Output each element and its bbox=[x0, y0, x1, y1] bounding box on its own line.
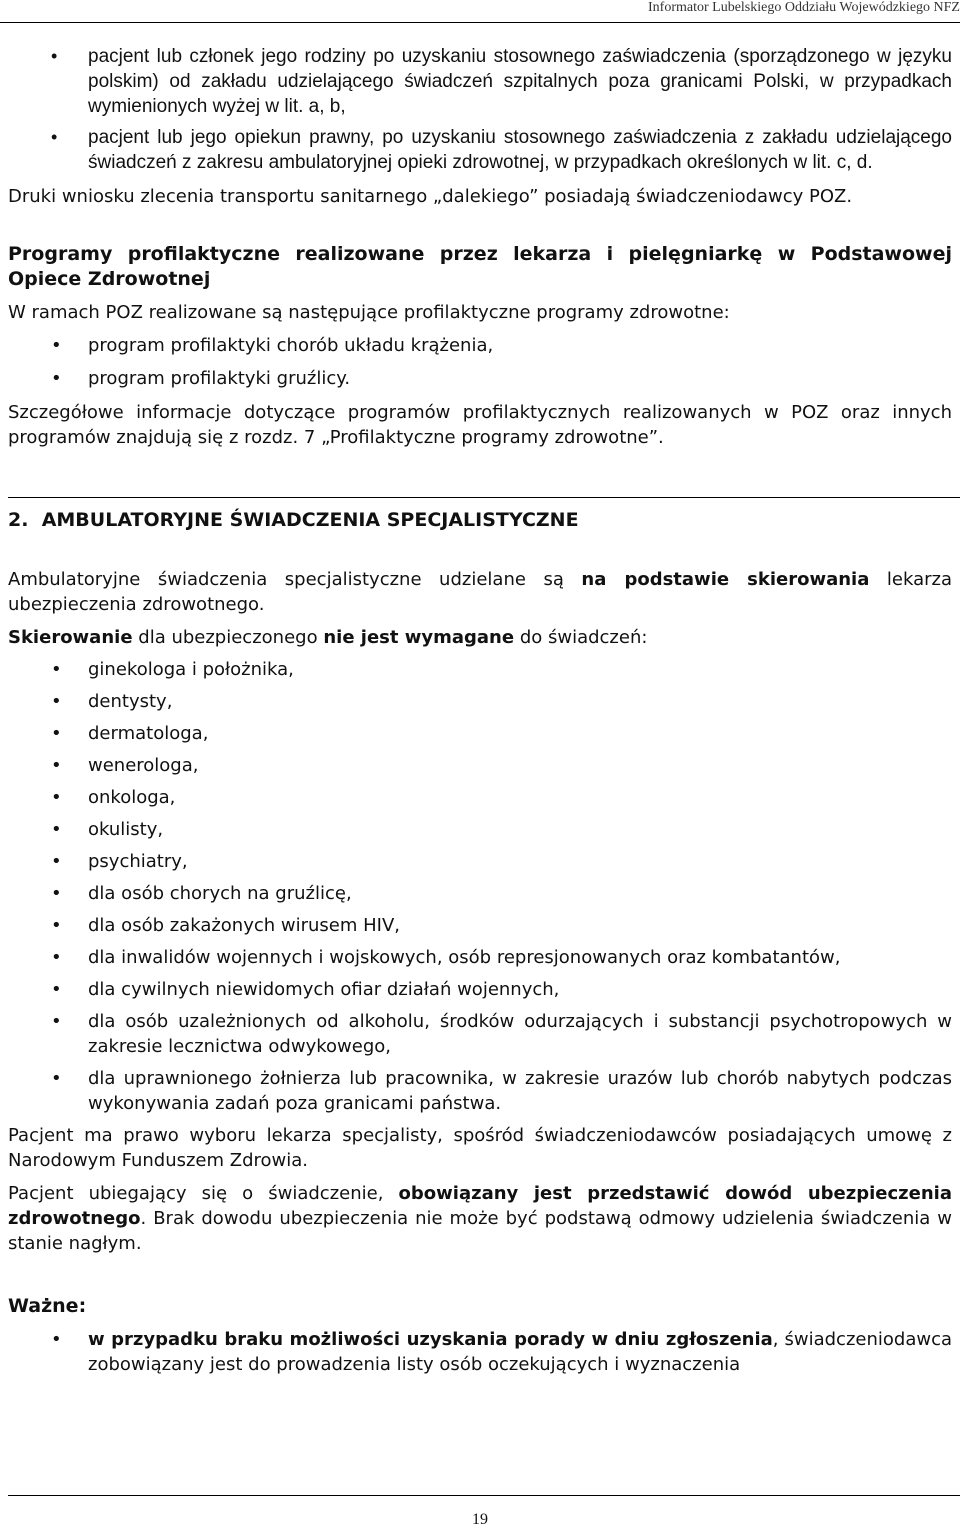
list-item: • program profilaktyki chorób układu krążenia, bbox=[8, 333, 952, 358]
list-item: • wenerologa, bbox=[8, 753, 952, 778]
skierowanie-bold: Skierowanie bbox=[8, 627, 133, 648]
section-number: 2. bbox=[8, 509, 29, 531]
list-item: • dla osób uzależnionych od alkoholu, środków odurzających i substancji psychotropowych w zakresie lecznictwa odwykowego, bbox=[8, 1009, 952, 1059]
list-item: • ginekologa i położnika, bbox=[8, 657, 952, 682]
amb-intro-bold: na podstawie skierowania bbox=[581, 569, 870, 590]
wazne-rest: , świadczeniodawca zobowiązany jest do prowadzenia listy osób oczekujących i wyznaczenia bbox=[88, 1329, 952, 1375]
list-item: • pacjent lub członek jego rodziny po uzyskaniu stosownego zaświadczenia (sporządzonego w języku polskim) od zakładu udzielającego świadczeń szpitalnych poza granicami Polski, w przypadkach wymienionych wyżej w lit. a, b, bbox=[8, 44, 952, 119]
ubieganie-bold: obowiązany jest przedstawić dowód ubezpieczenia zdrowotnego bbox=[8, 1183, 952, 1229]
section-heading bbox=[8, 508, 952, 533]
list-item: • dla inwalidów wojennych i wojskowych, osób represjonowanych oraz kombatantów, bbox=[8, 945, 952, 970]
druki-text: Druki wniosku zlecenia transportu sanitarnego „dalekiego” posiadają świadczeniodawcy POZ. bbox=[8, 186, 853, 207]
section-title: AMBULATORYJNE ŚWIADCZENIA SPECJALISTYCZNE bbox=[41, 509, 579, 531]
ubieganie-end: . Brak dowodu ubezpieczenia nie może być podstawą odmowy udzielenia świadczenia w stanie nagłym. bbox=[8, 1208, 952, 1254]
list-item: • dla osób chorych na gruźlicę, bbox=[8, 881, 952, 906]
footer-rule bbox=[8, 1495, 960, 1496]
header-rule bbox=[0, 22, 960, 23]
list-item bbox=[8, 1327, 952, 1377]
skierowanie-line bbox=[8, 625, 952, 650]
amb-intro-text-end: lekarza ubezpieczenia zdrowotnego. bbox=[8, 569, 952, 615]
list-item: • pacjent lub jego opiekun prawny, po uzyskaniu stosownego zaświadczenia z zakładu udzielającego świadczeń z zakresu ambulatoryjnej opieki zdrowotnej, w przypadkach określonych w lit. c, d. bbox=[8, 125, 952, 175]
list-item: • program profilaktyki gruźlicy. bbox=[8, 366, 952, 391]
list-item: • dla uprawnionego żołnierza lub pracownika, w zakresie urazów lub chorób nabytych podczas wykonywania zadań poza granicami państwa. bbox=[8, 1066, 952, 1116]
programy-list bbox=[8, 333, 952, 391]
programy-heading: Programy profilaktyczne realizowane przez lekarza i pielęgniarkę w Podstawowej Opiece Zdrowotnej bbox=[8, 243, 952, 290]
amb-intro bbox=[8, 567, 952, 617]
list-item: • dentysty, bbox=[8, 689, 952, 714]
running-header: Informator Lubelskiego Oddziału Wojewódzkiego NFZ bbox=[648, 0, 960, 15]
list-item: • onkologa, bbox=[8, 785, 952, 810]
wazne-label: Ważne: bbox=[8, 1295, 87, 1317]
no-referral-list bbox=[8, 657, 952, 1116]
skierowanie-bold-2: nie jest wymagane bbox=[323, 627, 515, 648]
list-item: • psychiatry, bbox=[8, 849, 952, 874]
programy-intro: W ramach POZ realizowane są następujące profilaktyczne programy zdrowotne: bbox=[8, 302, 730, 323]
page-number: 19 bbox=[472, 1511, 488, 1528]
programy-more: Szczegółowe informacje dotyczące programów profilaktycznych realizowanych w POZ oraz innych programów znajdują się z rozdz. 7 „Profilaktyczne programy zdrowotne”. bbox=[8, 402, 952, 448]
page-content bbox=[8, 44, 952, 1377]
wybor-text: Pacjent ma prawo wyboru lekarza specjalisty, spośród świadczeniodawców posiadających umowę z Narodowym Funduszem Zdrowia. bbox=[8, 1125, 952, 1171]
list-item: • dermatologa, bbox=[8, 721, 952, 746]
list-item: • okulisty, bbox=[8, 817, 952, 842]
wazne-list bbox=[8, 1327, 952, 1377]
amb-intro-text: Ambulatoryjne świadczenia specjalistyczne udzielane są bbox=[8, 569, 564, 590]
wazne-bold: w przypadku braku możliwości uzyskania porady w dniu zgłoszenia bbox=[88, 1329, 773, 1350]
list-item: • dla cywilnych niewidomych ofiar działań wojennych, bbox=[8, 977, 952, 1002]
section-rule bbox=[8, 497, 960, 498]
list-item: • dla osób zakażonych wirusem HIV, bbox=[8, 913, 952, 938]
skierowanie-mid: dla ubezpieczonego bbox=[138, 627, 318, 648]
ubieganie-start: Pacjent ubiegający się o świadczenie, bbox=[8, 1183, 384, 1204]
ubieganie-text bbox=[8, 1181, 952, 1256]
skierowanie-end: do świadczeń: bbox=[519, 627, 648, 648]
top-bullet-list bbox=[8, 44, 952, 175]
